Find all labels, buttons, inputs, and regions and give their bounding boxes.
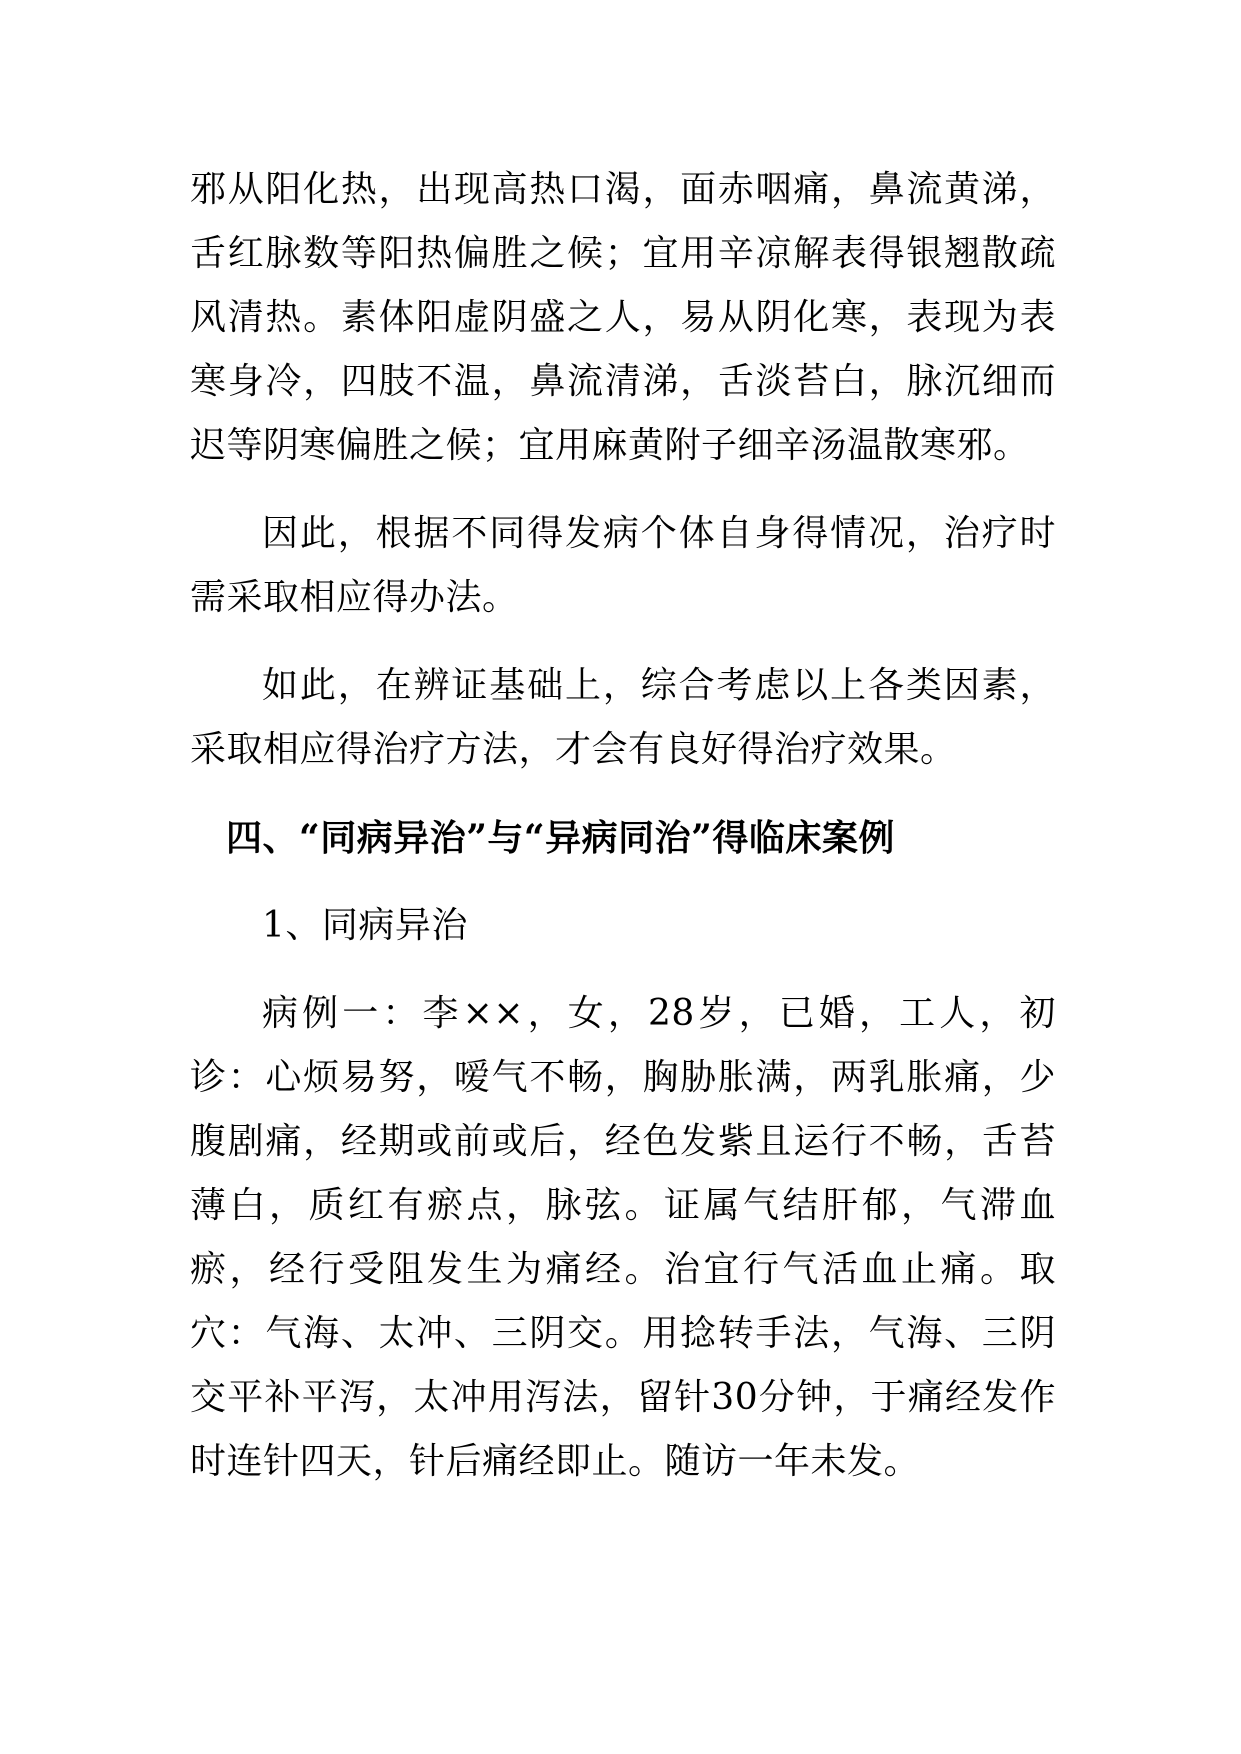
paragraph-conclusion: 如此，在辨证基础上，综合考虑以上各类因素，采取相应得治疗方法，才会有良好得治疗效果。 [190, 665, 1056, 770]
paragraph-therefore: 因此，根据不同得发病个体自身得情况，治疗时需采取相应得办法。 [190, 513, 1056, 618]
case-paragraph: 病例一：李××，女，28岁，已婚，工人，初诊：心烦易努，嗳气不畅，胸胁胀满，两乳胀痛，少腹剧痛，经期或前或后，经色发紫且运行不畅，舌苔薄白，质红有瘀点，脉弦。证属气结肝郁，气滞血瘀，经行受阻发生为痛经。治宜行气活血止痛。取穴：气海、太冲、三阴交。用捻转手法，气海、三阴交平补平泻，太冲用泻法，留针30分钟，于痛经发作时连针四天，针后痛经即止。随访一年未发。 [190, 993, 1056, 1482]
section-heading: 四、“同病异治”与“异病同治”得临床案例 [226, 817, 895, 859]
document-body [190, 158, 1056, 1494]
paragraph-continuation: 邪从阳化热，出现高热口渴，面赤咽痛，鼻流黄涕，舌红脉数等阳热偏胜之候；宜用辛凉解表得银翘散疏风清热。素体阳虚阴盛之人，易从阴化寒，表现为表寒身冷，四肢不温，鼻流清涕，舌淡苔白，脉沉细而迟等阴寒偏胜之候；宜用麻黄附子细辛汤温散寒邪。 [190, 169, 1056, 466]
subheading: 1、同病异治 [262, 905, 468, 946]
